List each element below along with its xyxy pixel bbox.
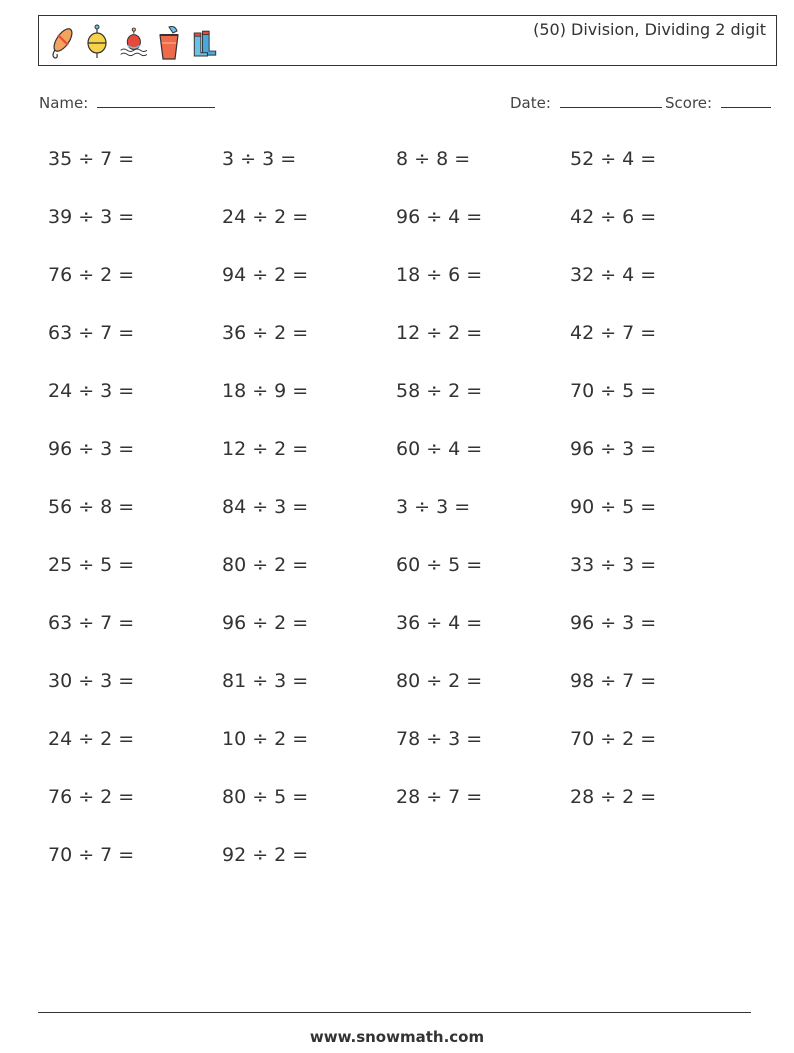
division-problem: 96 ÷ 3 = [48, 438, 135, 460]
division-problem: 78 ÷ 3 = [396, 728, 483, 750]
fishing-lure-icon [47, 23, 75, 61]
division-problem: 33 ÷ 3 = [570, 554, 657, 576]
division-problem: 18 ÷ 9 = [222, 380, 309, 402]
division-problem: 94 ÷ 2 = [222, 264, 309, 286]
division-problem: 36 ÷ 4 = [396, 612, 483, 634]
division-problem: 56 ÷ 8 = [48, 496, 135, 518]
division-problem: 42 ÷ 6 = [570, 206, 657, 228]
division-problem: 96 ÷ 3 = [570, 612, 657, 634]
date-label: Date: [510, 94, 551, 112]
division-problem: 84 ÷ 3 = [222, 496, 309, 518]
division-problem: 80 ÷ 2 = [222, 554, 309, 576]
division-problem: 92 ÷ 2 = [222, 844, 309, 866]
division-problem: 81 ÷ 3 = [222, 670, 309, 692]
division-problem: 52 ÷ 4 = [570, 148, 657, 170]
bobber-in-water-icon [119, 23, 147, 61]
footer-website: www.snowmath.com [309, 1028, 485, 1046]
division-problem: 35 ÷ 7 = [48, 148, 135, 170]
division-problem: 28 ÷ 7 = [396, 786, 483, 808]
division-problem: 90 ÷ 5 = [570, 496, 657, 518]
score-field [665, 93, 771, 112]
score-blank-line [721, 93, 771, 108]
worksheet-title: (50) Division, Dividing 2 digit [533, 20, 766, 39]
worksheet-header [38, 15, 777, 66]
division-problem: 42 ÷ 7 = [570, 322, 657, 344]
division-problem: 70 ÷ 7 = [48, 844, 135, 866]
fish-bucket-icon [155, 23, 183, 61]
division-problem: 96 ÷ 4 = [396, 206, 483, 228]
division-problem: 70 ÷ 2 = [570, 728, 657, 750]
date-field [510, 93, 662, 112]
name-field [39, 93, 215, 112]
division-problem: 60 ÷ 4 = [396, 438, 483, 460]
division-problem: 36 ÷ 2 = [222, 322, 309, 344]
division-problem: 3 ÷ 3 = [396, 496, 471, 518]
division-problem: 60 ÷ 5 = [396, 554, 483, 576]
division-problem: 30 ÷ 3 = [48, 670, 135, 692]
name-label: Name: [39, 94, 89, 112]
division-problem: 10 ÷ 2 = [222, 728, 309, 750]
division-problem: 25 ÷ 5 = [48, 554, 135, 576]
fishing-bobber-icon [83, 23, 111, 61]
division-problem: 39 ÷ 3 = [48, 206, 135, 228]
division-problem: 3 ÷ 3 = [222, 148, 297, 170]
division-problem: 70 ÷ 5 = [570, 380, 657, 402]
division-problem: 8 ÷ 8 = [396, 148, 471, 170]
division-problem: 24 ÷ 2 = [222, 206, 309, 228]
division-problem: 12 ÷ 2 = [222, 438, 309, 460]
division-problem: 63 ÷ 7 = [48, 322, 135, 344]
footer-divider [38, 1012, 751, 1013]
division-problem: 12 ÷ 2 = [396, 322, 483, 344]
division-problem: 98 ÷ 7 = [570, 670, 657, 692]
name-blank-line [97, 93, 215, 108]
division-problem: 63 ÷ 7 = [48, 612, 135, 634]
date-blank-line [560, 93, 662, 108]
division-problem: 18 ÷ 6 = [396, 264, 483, 286]
division-problem: 80 ÷ 5 = [222, 786, 309, 808]
header-icons [47, 21, 219, 63]
division-problem: 76 ÷ 2 = [48, 786, 135, 808]
division-problem: 28 ÷ 2 = [570, 786, 657, 808]
score-label: Score: [665, 94, 713, 112]
division-problem: 32 ÷ 4 = [570, 264, 657, 286]
division-problem: 96 ÷ 3 = [570, 438, 657, 460]
division-problem: 76 ÷ 2 = [48, 264, 135, 286]
rubber-boots-icon [191, 23, 219, 61]
division-problem: 96 ÷ 2 = [222, 612, 309, 634]
division-problem: 24 ÷ 3 = [48, 380, 135, 402]
division-problem: 24 ÷ 2 = [48, 728, 135, 750]
division-problem: 80 ÷ 2 = [396, 670, 483, 692]
division-problem: 58 ÷ 2 = [396, 380, 483, 402]
